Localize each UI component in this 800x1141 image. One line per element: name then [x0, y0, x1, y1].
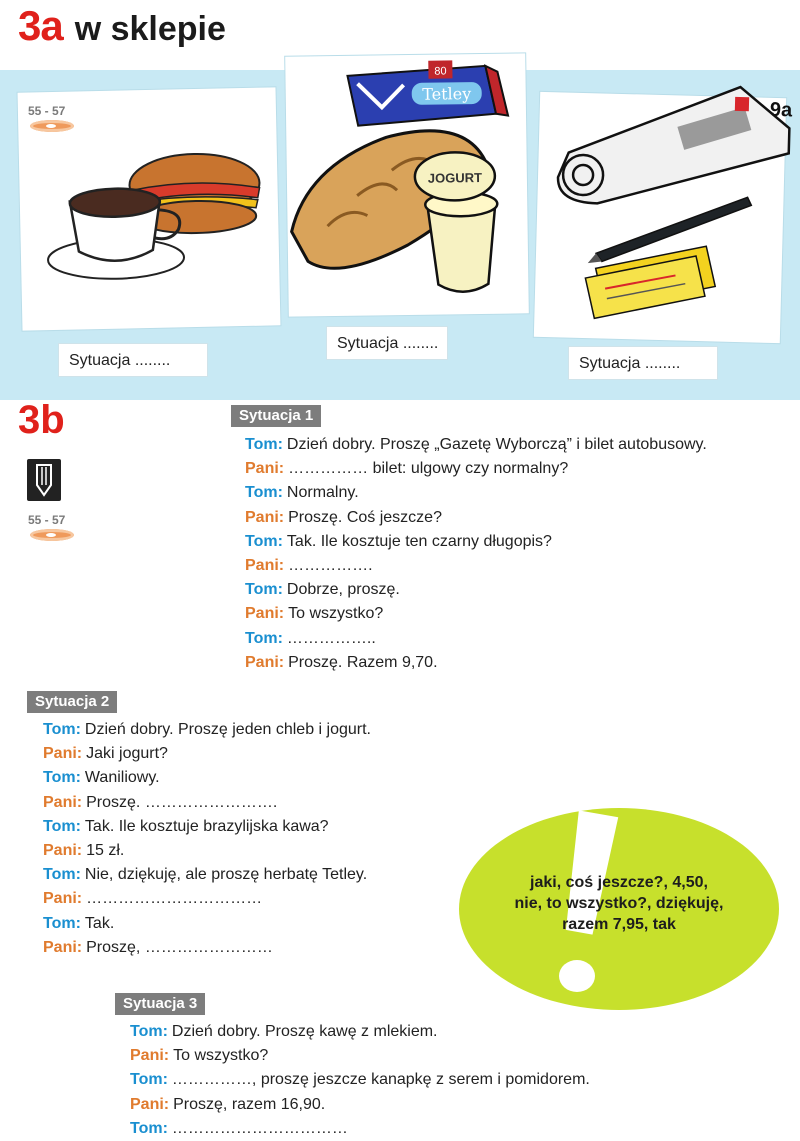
- dialog-1: [245, 433, 707, 675]
- speaker-label: Pani:: [130, 1047, 170, 1065]
- dialog-line: [43, 863, 371, 887]
- speaker-label: Pani:: [245, 508, 285, 526]
- situation-1-heading: Sytuacja 1: [231, 405, 321, 427]
- speaker-label: Tom:: [245, 484, 283, 502]
- speaker-label: Pani:: [43, 745, 83, 763]
- newspaper-pen-tickets-illustration: [534, 92, 793, 343]
- dialog-text: Proszę. …………………….: [86, 793, 278, 811]
- exercise-title: w sklepie: [74, 10, 226, 48]
- dialog-line: [245, 481, 707, 505]
- cd-track-badge: [26, 104, 76, 140]
- dialog-text: ……………..: [286, 629, 376, 647]
- exercise-3b-number: 3b: [18, 398, 65, 442]
- dialog-text: 15 zł.: [86, 842, 125, 860]
- dialog-text: Normalny.: [286, 484, 359, 502]
- dialog-text: Nie, dziękuję, ale proszę herbatę Tetley.: [84, 866, 368, 884]
- dialog-text: …………….: [288, 557, 373, 575]
- dialog-text: Tak. Ile kosztuje brazylijska kawa?: [84, 817, 329, 835]
- speaker-label: Tom:: [245, 532, 283, 550]
- picture-card-3: [534, 92, 793, 343]
- dialog-line: [43, 791, 371, 815]
- exercise-number: 3a: [18, 2, 63, 49]
- svg-text:9a: 9a: [769, 98, 793, 122]
- situation-2-heading: Sytuacja 2: [27, 691, 117, 713]
- dialog-line: [43, 936, 371, 960]
- speaker-label: Tom:: [43, 721, 81, 738]
- dialog-text: Proszę. Razem 9,70.: [288, 653, 438, 671]
- situation-answer-box-1[interactable]: Sytuacja ........: [58, 343, 208, 377]
- dialog-line: [245, 627, 707, 651]
- speaker-label: Tom:: [43, 769, 81, 787]
- speaker-label: Pani:: [245, 605, 285, 623]
- dialog-text: Dzień dobry. Proszę kawę z mlekiem.: [171, 1023, 438, 1040]
- dialog-text: To wszystko?: [288, 605, 384, 623]
- dialog-line: [130, 1020, 590, 1044]
- dialog-text: Tak.: [84, 914, 115, 932]
- page-title: [18, 2, 226, 50]
- dialog-line: [43, 815, 371, 839]
- dialog-line: [43, 718, 371, 742]
- word-bank-text: [459, 872, 779, 935]
- dialog-text: Jaki jogurt?: [86, 745, 168, 763]
- speaker-label: Tom:: [245, 436, 283, 453]
- speaker-label: Pani:: [245, 653, 285, 671]
- situation-answer-box-2[interactable]: Sytuacja ........: [326, 326, 448, 360]
- dialog-text: Proszę, razem 16,90.: [173, 1095, 326, 1113]
- word-bank-line: razem 7,95, tak: [562, 916, 676, 933]
- dialog-line: [130, 1117, 590, 1141]
- tea-box-icon: [347, 60, 508, 126]
- speaker-label: Pani:: [43, 938, 83, 956]
- bread-tea-yogurt-illustration: [285, 53, 529, 316]
- cd-track-label: 55 - 57: [28, 513, 66, 527]
- pencil-icon: [27, 459, 61, 501]
- dialog-line: [43, 742, 371, 766]
- speaker-label: Tom:: [43, 866, 81, 884]
- speaker-label: Pani:: [43, 842, 83, 860]
- dialog-line: [245, 506, 707, 530]
- dialog-text: Tak. Ile kosztuje ten czarny długopis?: [286, 532, 552, 550]
- speaker-label: Pani:: [43, 890, 83, 908]
- speaker-label: Tom:: [43, 817, 81, 835]
- dialog-line: [245, 433, 707, 457]
- speaker-label: Pani:: [130, 1095, 170, 1113]
- picture-card-2: [285, 53, 529, 316]
- word-bank-line: jaki, coś jeszcze?, 4,50,: [530, 874, 708, 891]
- dialog-text: Dobrze, proszę.: [286, 581, 400, 599]
- dialog-line: [130, 1044, 590, 1068]
- dialog-line: [245, 578, 707, 602]
- speaker-label: Pani:: [245, 557, 285, 575]
- dialog-text: …………… bilet: ulgowy czy normalny?: [288, 460, 569, 478]
- dialog-line: [43, 887, 371, 911]
- dialog-2: [43, 718, 371, 960]
- speaker-label: Tom:: [245, 629, 283, 647]
- dialog-line: [245, 602, 707, 626]
- cd-track-badge: [26, 513, 76, 549]
- cd-track-label: 55 - 57: [28, 104, 66, 118]
- speaker-label: Tom:: [43, 914, 81, 932]
- dialog-line: [130, 1068, 590, 1092]
- dialog-text: ……………………………: [86, 890, 263, 908]
- dialog-line: [43, 766, 371, 790]
- speaker-label: Pani:: [43, 793, 83, 811]
- dialog-text: Waniliowy.: [84, 769, 160, 787]
- dialog-text: ……………, proszę jeszcze kanapkę z serem i pomidorem.: [171, 1071, 590, 1089]
- dialog-line: [245, 554, 707, 578]
- dialog-text: To wszystko?: [173, 1047, 269, 1065]
- dialog-text: Proszę. Coś jeszcze?: [288, 508, 442, 526]
- dialog-text: Proszę, ……………………: [86, 938, 273, 956]
- situation-answer-box-3[interactable]: Sytuacja ........: [568, 346, 718, 380]
- dialog-line: [43, 912, 371, 936]
- speaker-label: Tom:: [130, 1023, 168, 1040]
- dialog-line: [130, 1093, 590, 1117]
- speaker-label: Tom:: [130, 1119, 168, 1137]
- dialog-text: Dzień dobry. Proszę „Gazetę Wyborczą” i bilet autobusowy.: [286, 436, 707, 453]
- svg-text:JOGURT: JOGURT: [427, 169, 483, 186]
- speaker-label: Tom:: [245, 581, 283, 599]
- dialog-3: [130, 1020, 590, 1141]
- newspaper-icon: [557, 82, 793, 208]
- svg-text:80: 80: [434, 65, 447, 78]
- dialog-text: Dzień dobry. Proszę jeden chleb i jogurt.: [84, 721, 371, 738]
- speaker-label: Tom:: [130, 1071, 168, 1089]
- speaker-label: Pani:: [245, 460, 285, 478]
- dialog-line: [245, 651, 707, 675]
- dialog-line: [43, 839, 371, 863]
- dialog-line: [245, 457, 707, 481]
- svg-text:Tetley: Tetley: [422, 84, 472, 104]
- dialog-line: [245, 530, 707, 554]
- situation-3-heading: Sytuacja 3: [115, 993, 205, 1015]
- word-bank-line: nie, to wszystko?, dziękuję,: [514, 895, 724, 912]
- dialog-text: ……………………………: [171, 1119, 348, 1137]
